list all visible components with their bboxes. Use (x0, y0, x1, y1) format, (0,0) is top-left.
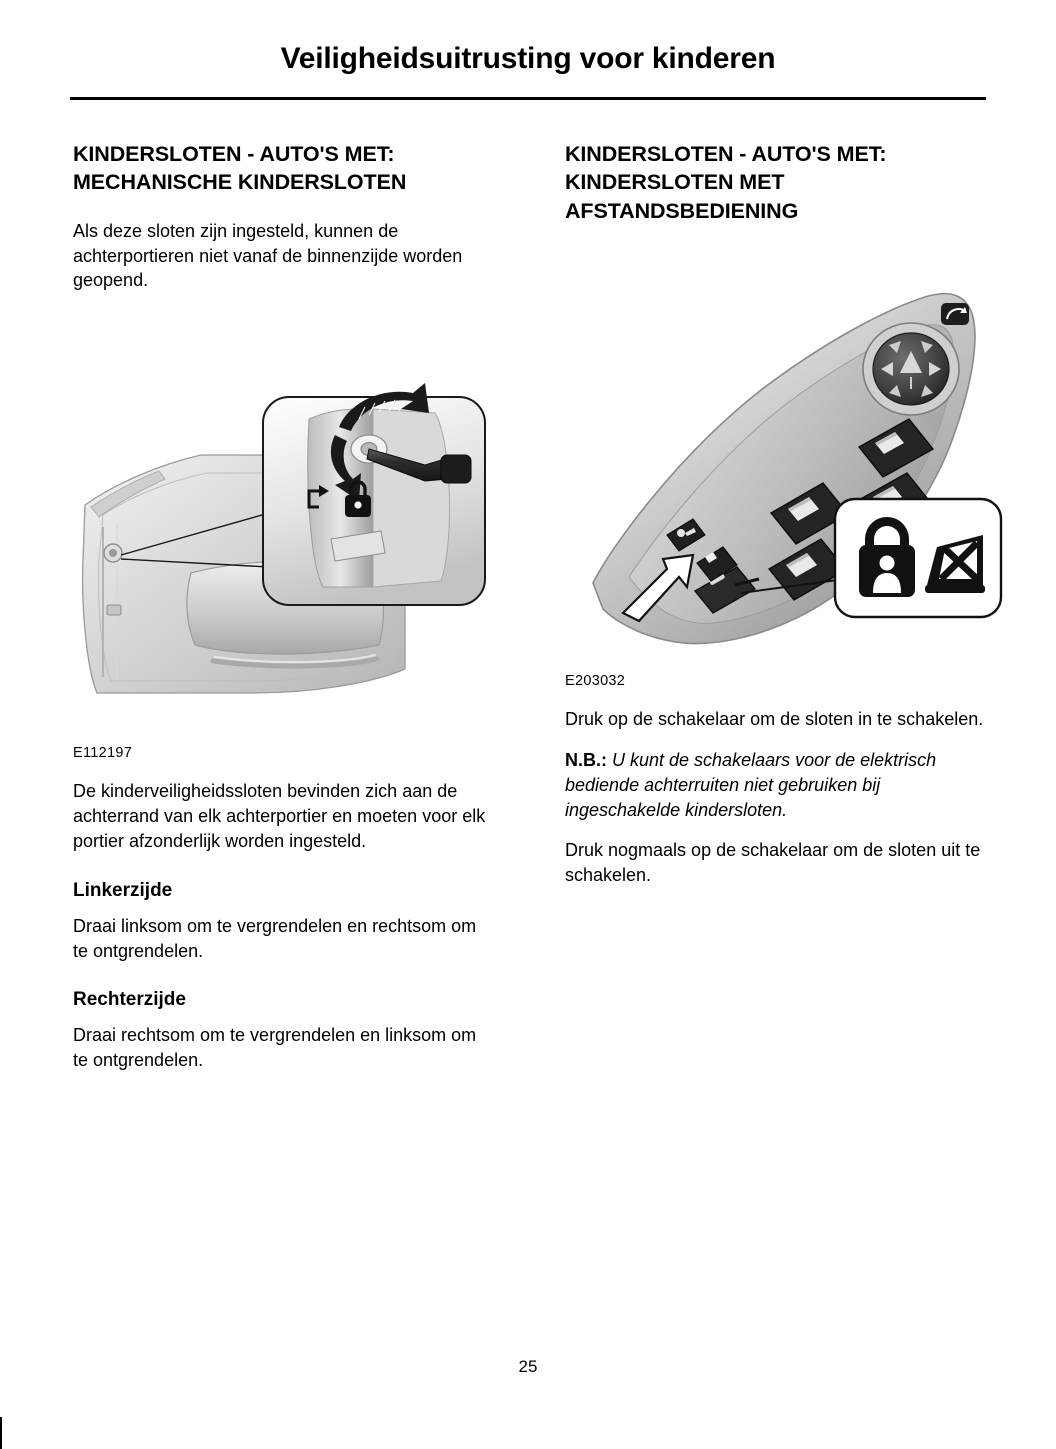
mirror-fold-icon (941, 303, 969, 325)
left-paragraph-3: Draai rechtsom om te vergrendelen en linksom om te ontgrendelen. (73, 1025, 477, 1071)
left-subtitle-rightside: Rechterzijde (73, 989, 186, 1011)
left-figure-code: E112197 (73, 745, 133, 762)
left-intro-paragraph: Als deze sloten zijn ingesteld, kunnen de achterportieren niet vanaf de binnenzijde worden geopend. (73, 220, 463, 291)
page-title: Veiligheidsuitrusting voor kinderen (280, 42, 776, 75)
right-note (565, 748, 985, 822)
right-figure-code: E203032 (565, 673, 626, 690)
figure-remote-childlock (559, 247, 1007, 667)
note-body: U kunt de schakelaars voor de elektrisch bediende achterruiten niet gebruiken bij ingeschakelde kindersloten. (565, 749, 937, 820)
figure-mechanical-childlock (73, 309, 493, 739)
left-paragraph-1: De kinderveiligheidssloten bevinden zich aan de achterrand van elk achterportier en moeten voor elk portier afzonderlijk worden ingesteld. (73, 781, 486, 851)
page-edge-mark (0, 1417, 12, 1449)
right-paragraph-1: Druk op de schakelaar om de sloten in te schakelen. (565, 709, 984, 730)
right-section-title: KINDERSLOTEN - AUTO'S MET: KINDERSLOTEN MET AFSTANDSBEDIENING (565, 142, 887, 223)
left-column (73, 140, 493, 1089)
note-label: N.B.: (565, 749, 607, 770)
left-section-title: KINDERSLOTEN - AUTO'S MET: MECHANISCHE KINDERSLOTEN (73, 142, 407, 195)
page-header (70, 42, 986, 76)
left-paragraph-2: Draai linksom om te vergrendelen en rechtsom om te ontgrendelen. (73, 915, 477, 961)
childlock-symbol-box (835, 499, 1001, 617)
detail-callout-box (263, 383, 485, 605)
childlock-door-illustration (73, 309, 493, 739)
header-divider (70, 97, 986, 100)
right-paragraph-2: Druk nogmaals op de schakelaar om de sloten uit te schakelen. (565, 840, 981, 886)
page-number: 25 (518, 1357, 538, 1376)
page-footer (0, 1357, 1056, 1377)
left-subtitle-leftside: Linkerzijde (73, 879, 173, 901)
door-switch-panel-illustration (559, 247, 1007, 667)
right-column (565, 140, 985, 904)
